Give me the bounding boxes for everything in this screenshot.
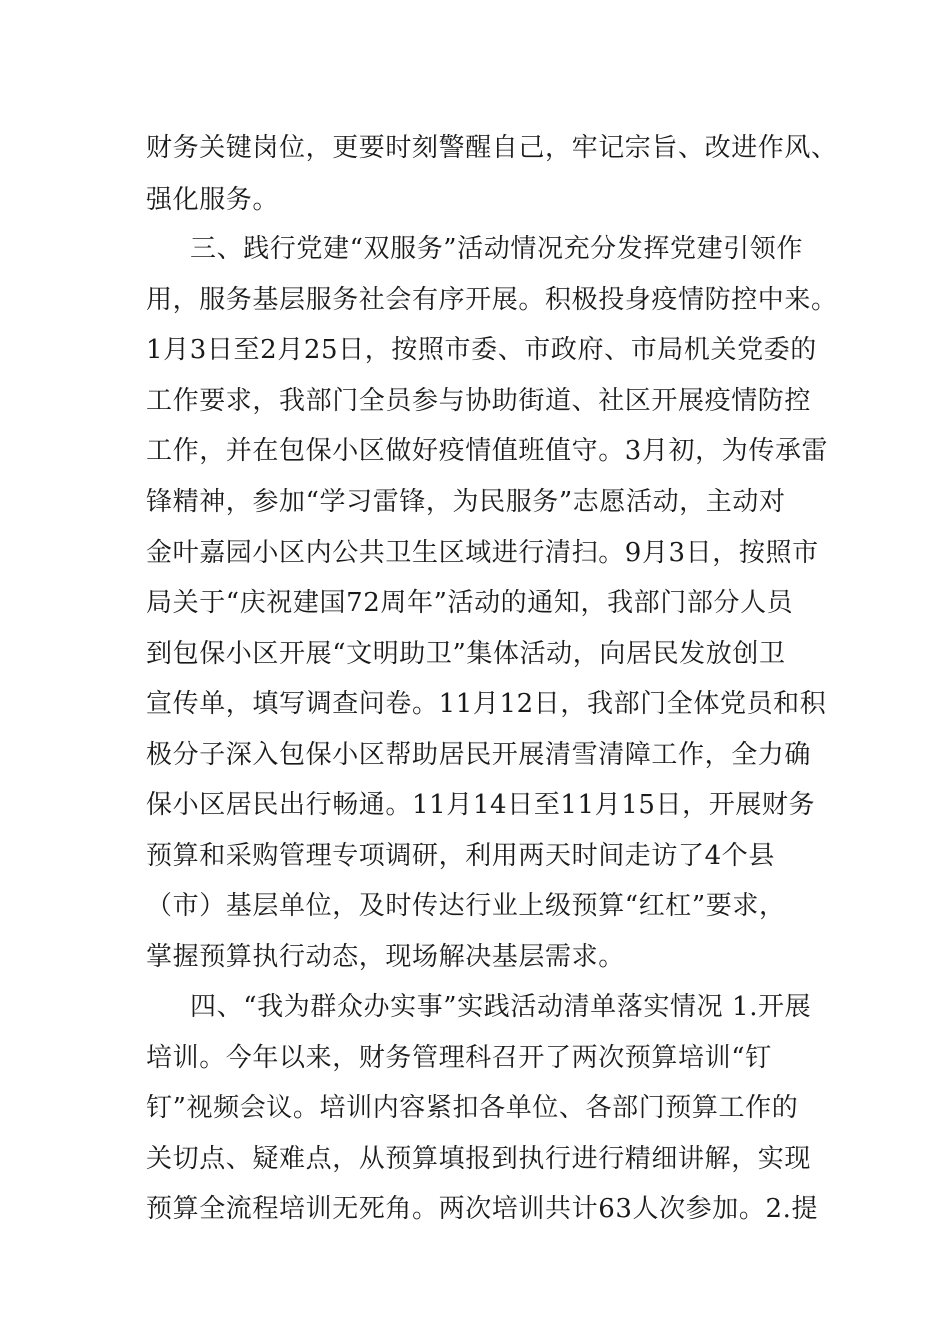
text-line: 1月3日至2月25日，按照市委、市政府、市局机关党委的 xyxy=(146,335,817,365)
text-line: 培训。今年以来，财务管理科召开了两次预算培训“钉 xyxy=(146,1043,772,1073)
text-line: 到包保小区开展“文明助卫”集体活动，向居民发放创卫 xyxy=(146,639,786,669)
text-line: 保小区居民出行畅通。11月14日至11月15日，开展财务 xyxy=(146,790,816,820)
text-line: 财务关键岗位，更要时刻警醒自己，牢记宗旨、改进作风、 xyxy=(146,133,838,163)
text-line: 钉”视频会议。培训内容紧扣各单位、各部门预算工作的 xyxy=(146,1093,799,1123)
text-line: 预算和采购管理专项调研，利用两天时间走访了4个县 xyxy=(146,841,775,871)
text-line: 掌握预算执行动态，现场解决基层需求。 xyxy=(146,942,625,972)
text-line: （市）基层单位，及时传达行业上级预算“红杠”要求， xyxy=(146,891,786,921)
text-line: 金叶嘉园小区内公共卫生区域进行清扫。9月3日，按照市 xyxy=(146,538,819,568)
text-line: 锋精神，参加“学习雷锋，为民服务”志愿活动，主动对 xyxy=(146,487,786,517)
section-heading-3: 三、践行党建“双服务”活动情况充分发挥党建引领作 xyxy=(190,234,803,264)
text-line: 强化服务。 xyxy=(146,185,280,215)
section-heading-4: 四、“我为群众办实事”实践活动清单落实情况 1.开展 xyxy=(190,992,812,1022)
text-line: 关切点、疑难点，从预算填报到执行进行精细讲解，实现 xyxy=(146,1144,812,1174)
text-line: 极分子深入包保小区帮助居民开展清雪清障工作，全力确 xyxy=(146,740,812,770)
text-line: 局关于“庆祝建国72周年”活动的通知，我部门部分人员 xyxy=(146,588,794,618)
text-line: 预算全流程培训无死角。两次培训共计63人次参加。2.提 xyxy=(146,1194,819,1224)
text-line: 工作要求，我部门全员参与协助街道、社区开展疫情防控 xyxy=(146,386,812,416)
text-line: 宣传单，填写调查问卷。11月12日，我部门全体党员和积 xyxy=(146,689,827,719)
text-line: 用，服务基层服务社会有序开展。积极投身疫情防控中来。 xyxy=(146,285,838,315)
text-line: 工作，并在包保小区做好疫情值班值守。3月初，为传承雷 xyxy=(146,436,829,466)
